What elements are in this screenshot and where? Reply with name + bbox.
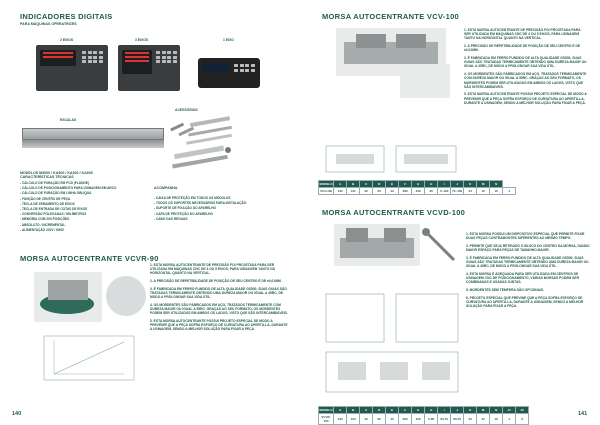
vcvr-description xyxy=(150,263,288,335)
table-cell: 34 xyxy=(464,188,477,195)
vcvd-description xyxy=(466,232,590,312)
table-cell: 340 xyxy=(412,188,425,195)
dro-model-label: 3 EIXOS xyxy=(135,38,149,42)
table-header-cell: D xyxy=(373,407,386,414)
table-cell: 340 xyxy=(412,414,425,425)
list-item: - MEMÓRIA COM 200 POSIÇÕES xyxy=(20,217,70,222)
table-cell: 360 xyxy=(399,414,412,425)
table-cell: 6 xyxy=(516,414,529,425)
dro-model-label: 2 EIXOS xyxy=(60,38,74,42)
table-header-cell: J xyxy=(451,181,464,188)
paragraph: 2. PERMITE QUE SEJA RETIRADO O BLOCO DO CENTRO DA MORSA, DANDO MAIOR ESPAÇO PARA PEÇAS DE TAMANHO MAIOR. xyxy=(466,243,590,253)
table-cell: 0~160 xyxy=(438,188,451,195)
accompanies-list xyxy=(154,196,284,222)
paragraph: 4. ESTA MORSA É ADEQUADA PARA SER UTILIZADA EM CENTROS DE USINAGEM CNC DE POSICIONAMENTO, VÁRIAS MORSAS PODEM SER COMBINADAS E USADAS JUNTAS. xyxy=(466,271,579,285)
table-header-cell: B xyxy=(347,181,360,188)
table-header-cell: B xyxy=(347,407,360,414)
vcv-description xyxy=(464,28,588,109)
vcv-detail-photo xyxy=(400,64,450,98)
list-item: - ABSOLUTO / INCREMENTAL xyxy=(20,222,66,227)
table-header-row xyxy=(319,181,516,188)
table-header-cell: N xyxy=(490,181,503,188)
page-number-right: 141 xyxy=(578,411,588,417)
list-item: - TODOS OS SUPORTES NECESSÁRIOS PARA INSTALAÇÃO xyxy=(154,201,247,206)
table-cell: 122 xyxy=(347,414,360,425)
paragraph: 2. A PRECISÃO DE REPETIBILIDADE DE POSIÇÃO DE SEU CENTRO É DE ±0,01MM. xyxy=(464,44,581,53)
dro-3-axis-photo xyxy=(118,45,180,91)
table-header-cell: D xyxy=(373,181,386,188)
table-header-cell: N xyxy=(490,407,503,414)
vcv-spec-table xyxy=(318,180,516,195)
table-header-cell: M xyxy=(477,407,490,414)
list-item: - CÁLCULO DE FURAÇÃO EM LINHA OBLÍQUA xyxy=(20,191,92,196)
paragraph: 5. ESTA MORSA AUTOCENTRANTE POSSUI PROJETO ESPECIAL DE MODO A PREVENIR QUE A PEÇA SOFRA ESFORÇO DE CURVATURA AO APERTÁ-LA, DURANTE A USINAGEM, SENDO A MELHOR SOLUÇÃO PARA FIXAR A PEÇA. xyxy=(464,92,587,105)
table-header-cell: H xyxy=(425,407,438,414)
list-item: - TECLA DE ZERAMENTO DE EIXOS xyxy=(20,201,75,206)
linear-scale-shadow xyxy=(22,140,164,148)
vcvd-spec-table xyxy=(318,406,529,425)
table-header-cell: H xyxy=(425,181,438,188)
table-cell: 132 xyxy=(334,188,347,195)
table-cell: VCV-100 xyxy=(320,189,333,193)
table-header-cell: G xyxy=(412,181,425,188)
table-cell: 30 xyxy=(425,188,438,195)
table-header-cell: C xyxy=(360,407,373,414)
table-header-row xyxy=(319,407,529,414)
paragraph: 4. OS MORDENTES SÃO FABRICADOS EM AÇO, TRATADOS TERMICAMENTE COM DUREZA MAIOR OU IGUAL A 55RC. GRAÇAS AO SEU FORMATO, OS MORDENTES PODEM SER UTILIZADOS EM AMBOS OS LADOS, VISTO QUE SÃO INTERCAMBIÁVEIS. xyxy=(150,302,288,316)
table-header-cell: C xyxy=(360,181,373,188)
dro-2-axis-photo xyxy=(36,45,108,91)
vcv-drawing xyxy=(322,140,462,184)
wrench-icon xyxy=(420,226,460,266)
table-header-cell: A xyxy=(334,407,347,414)
table-cell: 40 xyxy=(386,414,399,425)
table-cell: 4 xyxy=(503,188,516,195)
table-header-cell: I xyxy=(438,407,451,414)
vcvr-heading: MORSA AUTOCENTRANTE VCVR-90 xyxy=(20,254,159,263)
table-cell: 80-55 xyxy=(451,414,464,425)
table-header-cell: F xyxy=(399,407,412,414)
dro-model-label: 1 EIXO xyxy=(223,38,234,42)
list-item: - CAIXA DE PROTEÇÃO EM TODOS OS MÓDULOS xyxy=(154,196,231,200)
table-cell: 0-85 xyxy=(425,414,438,425)
accompanies-title: ACOMPANHA xyxy=(154,186,178,190)
list-item: - CÁLCULO DE POSICIONAMENTO PARA USINAGEM EM ARCO xyxy=(20,186,117,191)
table-header-cell: A xyxy=(334,181,347,188)
table-header-cell: MODELO xyxy=(319,408,333,412)
vcv-heading: MORSA AUTOCENTRANTE VCV-100 xyxy=(322,12,460,21)
accessories-photo xyxy=(168,116,240,170)
table-cell: 40 xyxy=(386,188,399,195)
paragraph: 4. OS MORDENTES SÃO FABRICADOS EM AÇO, TRATADOS TERMICAMENTE COM DUREZA MAIOR OU IGUAL A 55RC. GRAÇAS AO SEU FORMATO, OS MORDENTES PODEM SER UTILIZADOS EM AMBOS OS LADOS, VISTO QUE SÃO INTERCAMBIÁVEIS. xyxy=(464,72,587,89)
list-item: - CONVERSÃO POLEGADAS / MILÍMETROS xyxy=(20,212,87,217)
vcvr-diagram xyxy=(40,330,140,386)
table-cell: 130 xyxy=(334,414,347,425)
list-item: - TECLA DE ENTRADA DE COTAS DE EIXOS xyxy=(20,207,88,212)
paragraph: 1. ESTA MORSA AUTOCENTRANTE DE PRECISÃO FOI PROJETADA PARA SER UTILIZADA EM MÁQUINAS CNC DE 4 OU 5 EIXOS, PARA USINAGEM TANTO NA HORIZONTAL QUANTO NA VERTICAL. xyxy=(150,263,275,276)
table-header-cell: J xyxy=(451,407,464,414)
paragraph: 2. A PRECISÃO DE REPETIBILIDADE DE POSIÇÃO DE SEU CENTRO É DE ±0,01MM. xyxy=(150,279,282,284)
list-item: - CABO DAS RÉGUAS xyxy=(154,216,188,221)
table-header-cell: I xyxy=(438,181,451,188)
table-cell: 121 xyxy=(347,188,360,195)
table-cell: 16 xyxy=(490,188,503,195)
table-row xyxy=(319,188,516,195)
paragraph: 3. É FABRICADA EM FERRO FUNDIDO DE ALTA QUALIDADE GS500, SUAS GUIAS SÃO TRATADAS TERMICAMENTE OBTENDO UMA DUREZA MAIOR OU IGUAL A 45RC, DE MODO A PROLONGAR SUA VIDA ÚTIL. xyxy=(150,286,287,300)
vcvr-detail-photo xyxy=(106,276,146,316)
paragraph: 6. PROJETO ESPECIAL QUE PREVINE QUE A PEÇA SOFRA ESFORÇO DE CURVATURA AO APERTÁ-LA, DURANTE A USINAGEM, SENDO A MELHOR SOLUÇÃO PARA FIXAR A PEÇA. xyxy=(466,295,584,309)
characteristics-list xyxy=(20,181,138,233)
paragraph: 3. É FABRICADA EM FERRO FUNDIDO DE ALTA QUALIDADE GS500, SUAS GUIAS SÃO TRATADAS TERMICAMENTE OBTENDO UMA DUREZA MAIOR OU IGUAL A 45RC, DE MODO A PROLONGAR SUA VIDA ÚTIL. xyxy=(466,255,589,269)
paragraph: 3. É FABRICADA EM FERRO FUNDIDO DE ALTA QUALIDADE GS500, SUAS GUIAS SÃO TRATADAS TERMICAMENTE OBTENDO UMA DUREZA MAIOR OU IGUAL A 45RC, DE MODO A PROLONGAR SUA VIDA ÚTIL. xyxy=(464,56,587,69)
table-cell: 60-70 xyxy=(438,414,451,425)
table-cell: 16 xyxy=(490,414,503,425)
table-cell: 60 xyxy=(373,188,386,195)
table-cell: 12 xyxy=(477,188,490,195)
paragraph: 5. ESTA MORSA AUTOCENTRANTE POSSUI PROJETO ESPECIAL DE MODO A PREVENIR QUE A PEÇA SOFRA ESFORÇO DE CURVATURA AO APERTÁ-LA, DURANTE A USINAGEM, SENDO A MELHOR SOLUÇÃO PARA FIXAR A PEÇA. xyxy=(150,319,288,332)
dro-1-axis-photo xyxy=(198,58,260,88)
table-header-cell: E xyxy=(386,181,399,188)
table-header-cell: J2 xyxy=(516,407,529,414)
scales-label: ESCALAS xyxy=(60,118,77,122)
paragraph: 1. ESTA MORSA POSSUI UM DISPOSITIVO ESPECIAL QUE PERMITE FIXAR DUAS PEÇAS CONTRAMONTES DIFERENTES AO MESMO TEMPO. xyxy=(466,232,585,241)
table-cell: 32 xyxy=(360,188,373,195)
table-header-cell: MODELO xyxy=(319,182,333,186)
table-header-cell: E xyxy=(386,407,399,414)
paragraph: 5. MORDENTES SEM TEMPERA SÃO OPCIONAIS. xyxy=(466,288,545,293)
list-item: - CAPA DE PROTEÇÃO DO APARELHO xyxy=(154,211,213,216)
table-header-cell: K xyxy=(464,407,477,414)
table-header-cell: K xyxy=(464,181,477,188)
table-cell: 32 xyxy=(360,414,373,425)
list-item: - CÁLCULO DE FURAÇÃO EM PCD (FLANGE) xyxy=(20,181,90,185)
list-item: - SUPORTE DE FIXAÇÃO DO APARELHO xyxy=(154,206,216,211)
vcvd-drawing xyxy=(322,290,462,400)
linear-scale-photo xyxy=(22,128,164,140)
dro-heading: INDICADORES DIGITAIS xyxy=(20,12,113,21)
table-row xyxy=(319,414,529,425)
table-cell: 70~150 xyxy=(452,189,463,193)
table-header-cell: J1 xyxy=(503,407,516,414)
table-cell: 60 xyxy=(373,414,386,425)
table-header-cell: F xyxy=(399,181,412,188)
list-item: - FUNÇÃO DE CENTRO DE PEÇA xyxy=(20,196,71,201)
page-number-left: 140 xyxy=(12,411,22,417)
vcvr-photo xyxy=(34,272,102,322)
table-header-cell: G xyxy=(412,407,425,414)
accessories-label: ACESSÓRIOS xyxy=(175,108,198,112)
table-cell: 380 xyxy=(399,188,412,195)
paragraph: 1. ESTA MORSA AUTOCENTRANTE DE PRECISÃO FOI PROJETADA PARA SER UTILIZADA EM MÁQUINAS CNC DE 4 OU 5 EIXOS, PARA USINAGEM TANTO NA HORIZONTAL QUANTO NA VERTICAL. xyxy=(464,28,581,41)
list-item: - ALIMENTAÇÃO 220V / 60HZ xyxy=(20,227,64,232)
table-cell: VCVD-100 xyxy=(319,414,334,425)
dro-subtitle: PARA MÁQUINAS OPERATRIZES xyxy=(20,22,77,26)
table-cell: 12 xyxy=(477,414,490,425)
table-cell: 4 xyxy=(503,414,516,425)
vcvd-photo xyxy=(334,224,420,266)
vcvd-heading: MORSA AUTOCENTRANTE VCVD-100 xyxy=(322,208,466,217)
table-cell: 33 xyxy=(464,414,477,425)
characteristics-title: MODELOS M3000 / KA500 / KA300 / KA600 CARACTERÍSTICAS TÉCNICAS xyxy=(20,171,93,180)
table-header-cell: M xyxy=(477,181,490,188)
